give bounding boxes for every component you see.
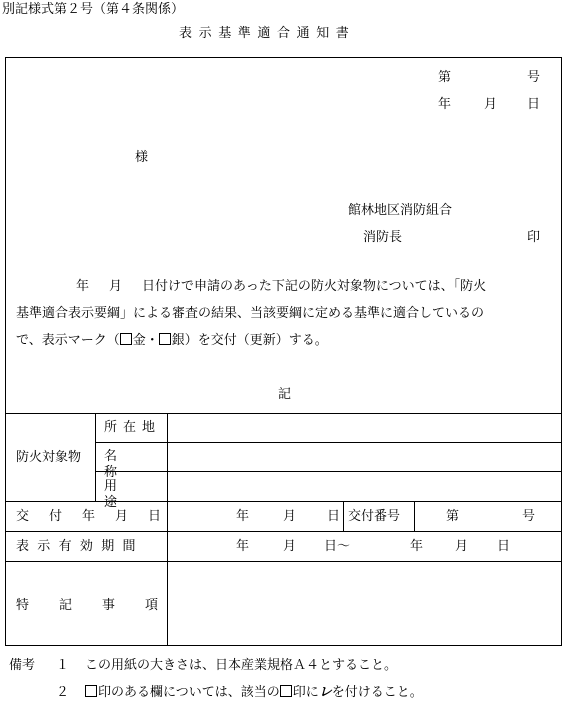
validity-label: 表示有効期間 <box>16 539 144 554</box>
checkbox-silver <box>159 333 171 345</box>
notice-date-year: 年 <box>438 97 452 112</box>
name-value-cell[interactable] <box>168 443 561 471</box>
validity-from-month: 月 <box>283 539 297 554</box>
addressee-suffix: 様 <box>135 150 149 165</box>
notice-date-month: 月 <box>484 97 498 112</box>
issuer-organization: 館林地区消防組合 <box>348 203 453 218</box>
form-id: 別記様式第２号（第４条関係） <box>2 2 185 17</box>
row-divider <box>5 501 562 502</box>
validity-to-month: 月 <box>455 539 469 554</box>
validity-to-day: 日 <box>497 539 511 554</box>
body-year: 年 <box>76 279 90 294</box>
remarks-label: 特記事項 <box>16 598 189 613</box>
notice-body <box>16 273 556 354</box>
issue-date-month: 月 <box>283 509 297 524</box>
row-divider <box>5 531 562 532</box>
body-line-1 <box>16 273 556 300</box>
issuer-title: 消防長 <box>363 230 403 245</box>
use-value-cell[interactable] <box>168 472 561 501</box>
issue-date-day: 日 <box>327 509 341 524</box>
use-label: 用途 <box>104 479 142 510</box>
target-object-label: 防火対象物 <box>16 450 82 465</box>
note-1-number: １ <box>56 658 70 673</box>
issue-number-label: 交付番号 <box>348 509 401 524</box>
body-text-1: 日付けで申請のあった下記の防火対象物については、「防火 <box>142 279 487 294</box>
validity-to-year: 年 <box>410 539 424 554</box>
issue-date-label: 交付年月日 <box>16 509 182 524</box>
column-divider <box>343 501 344 531</box>
notice-number-suffix: 号 <box>527 70 541 85</box>
name-label: 名称 <box>104 449 142 480</box>
remarks-value-cell[interactable] <box>168 562 561 645</box>
issue-number-suffix: 号 <box>522 509 536 524</box>
body-text-3b: 金・ <box>132 333 159 348</box>
validity-from-day: 日～ <box>324 539 351 554</box>
notice-number-prefix: 第 <box>438 70 452 85</box>
checkbox-symbol <box>85 685 97 697</box>
note-2-text: 印のある欄については、該当の 印にレを付けること。 <box>85 685 423 701</box>
checkbox-gold <box>120 333 132 345</box>
note-2-number: ２ <box>56 685 70 700</box>
column-divider <box>95 413 96 501</box>
validity-from-year: 年 <box>236 539 250 554</box>
body-text-3a: で、表示マーク（ <box>16 333 120 348</box>
body-line-2: 基準適合表示要綱」による審査の結果、当該要綱に定める基準に適合しているの <box>16 306 485 321</box>
checkbox-symbol <box>280 685 292 697</box>
issue-number-prefix: 第 <box>446 509 460 524</box>
check-mark-icon: レ <box>318 685 332 700</box>
location-label: 所在地 <box>104 420 162 435</box>
body-line-3 <box>16 327 556 354</box>
location-value-cell[interactable] <box>168 414 561 442</box>
column-divider <box>414 501 415 531</box>
note-1-text: この用紙の大きさは、日本産業規格Ａ４とすること。 <box>85 658 398 673</box>
issue-date-year: 年 <box>236 509 250 524</box>
body-month: 月 <box>109 279 123 294</box>
notes-label: 備考 <box>9 658 36 673</box>
document-title: 表示基準適合通知書 <box>179 26 356 41</box>
seal-mark: 印 <box>527 230 541 245</box>
notice-date-day: 日 <box>527 97 541 112</box>
ki-label: 記 <box>278 387 292 402</box>
body-text-3c: 銀）を交付（更新）する。 <box>171 333 328 348</box>
